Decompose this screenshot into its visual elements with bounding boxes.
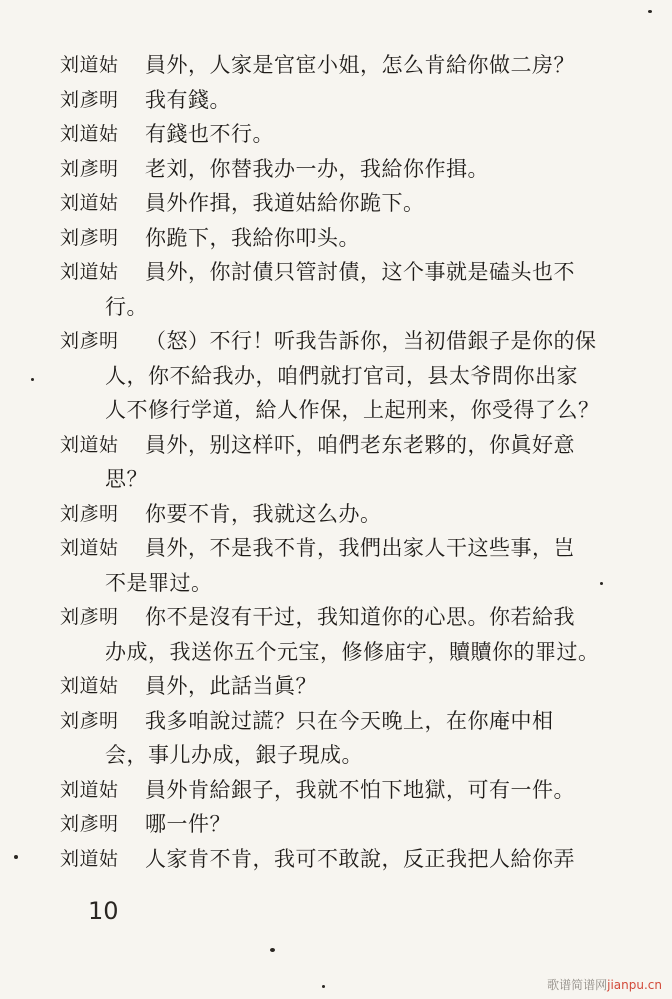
speech-text: 員外，别这样吓，咱們老东老夥的，你眞好意 (145, 432, 575, 457)
scan-speck (322, 985, 325, 988)
speaker-name: 刘道姑 (60, 847, 119, 870)
dialogue-block (60, 48, 600, 876)
speech-text: 你跪下，我給你叩头。 (145, 225, 360, 250)
dialogue-line (60, 600, 600, 635)
speech-text: 員外肯給銀子，我就不怕下地獄，可有一件。 (145, 777, 575, 802)
speech-text: 員外作揖，我道姑給你跪下。 (145, 191, 425, 215)
speaker-name: 刘道姑 (60, 54, 119, 76)
speech-text: 員外，你討債只管討債，这个事就是磕头也不 (145, 260, 575, 284)
dialogue-line (60, 497, 600, 532)
speech-continuation: 办成，我送你五个元宝，修修庙宇，贖贖你的罪过。 (105, 639, 600, 664)
dialogue-line (60, 152, 600, 187)
speech-text: 人家肯不肯，我可不敢說，反正我把人給你弄 (145, 846, 575, 871)
dialogue-line (60, 117, 600, 152)
speech-text: 員外，人家是官宦小姐，怎么肯給你做二房？ (145, 53, 575, 77)
dialogue-line (60, 48, 600, 83)
speech-continuation: 不是罪过。 (105, 570, 213, 595)
dialogue-line (60, 773, 600, 808)
speaker-name: 刘彥明 (60, 330, 119, 352)
dialogue-line (60, 324, 600, 359)
speech-text: 你要不肯，我就这么办。 (145, 501, 382, 526)
speaker-name: 刘道姑 (60, 261, 119, 283)
speaker-name: 刘彥明 (60, 813, 119, 835)
dialogue-line (60, 669, 600, 704)
dialogue-line (60, 221, 600, 256)
scan-speck (648, 10, 652, 13)
speech-continuation: 人，你不給我办，咱們就打官司，县太爷問你出家 (105, 363, 578, 388)
speaker-name: 刘道姑 (60, 192, 119, 214)
watermark-site-name: 歌谱简谱网 (547, 978, 608, 992)
speech-text: 我有錢。 (145, 87, 231, 112)
speaker-name: 刘彥明 (60, 157, 119, 180)
speaker-name: 刘彥明 (60, 709, 119, 732)
scan-speck (31, 378, 34, 381)
speaker-name: 刘彥明 (60, 226, 119, 249)
speaker-name: 刘道姑 (60, 778, 119, 801)
speaker-name: 刘彥明 (60, 502, 119, 525)
speech-continuation: 人不修行学道，給人作保，上起刑来，你受得了么？ (105, 398, 600, 422)
speaker-name: 刘道姑 (60, 675, 119, 697)
speech-text: 老刘，你替我办一办，我給你作揖。 (145, 156, 489, 181)
speech-continuation: 会，事儿办成，銀子現成。 (105, 743, 363, 767)
scan-speck (14, 855, 18, 859)
speaker-name: 刘道姑 (60, 123, 119, 145)
speech-continuation: 行。 (105, 294, 148, 319)
speech-text: 員外，此話当眞？ (145, 674, 317, 698)
speech-text: 員外，不是我不肯，我們出家人干这些事，岂 (145, 536, 575, 560)
speaker-name: 刘道姑 (60, 433, 119, 456)
dialogue-line (60, 842, 600, 877)
speech-text: 哪一件？ (145, 812, 231, 836)
page-number: 10 (88, 897, 119, 925)
speech-text: 我多咱說过謊？只在今天晚上，在你庵中相 (145, 708, 554, 733)
dialogue-line (60, 531, 600, 566)
watermark (547, 976, 662, 993)
speech-text: 有錢也不行。 (145, 122, 274, 146)
speech-text: 你不是沒有干过，我知道你的心思。你若給我 (145, 605, 575, 629)
speaker-name: 刘彥明 (60, 606, 119, 628)
speaker-name: 刘彥明 (60, 88, 119, 111)
scan-speck (600, 582, 603, 585)
watermark-domain: jianpu.cn (607, 978, 662, 992)
dialogue-line (60, 83, 600, 118)
scan-speck (270, 948, 275, 952)
speaker-name: 刘道姑 (60, 537, 119, 559)
speech-text: （怒）不行！听我告訴你，当初借銀子是你的保 (145, 329, 597, 353)
dialogue-line (60, 704, 600, 739)
dialogue-line (60, 255, 600, 290)
speech-continuation: 思？ (105, 467, 148, 491)
dialogue-line (60, 807, 600, 842)
dialogue-line (60, 428, 600, 463)
dialogue-line (60, 186, 600, 221)
